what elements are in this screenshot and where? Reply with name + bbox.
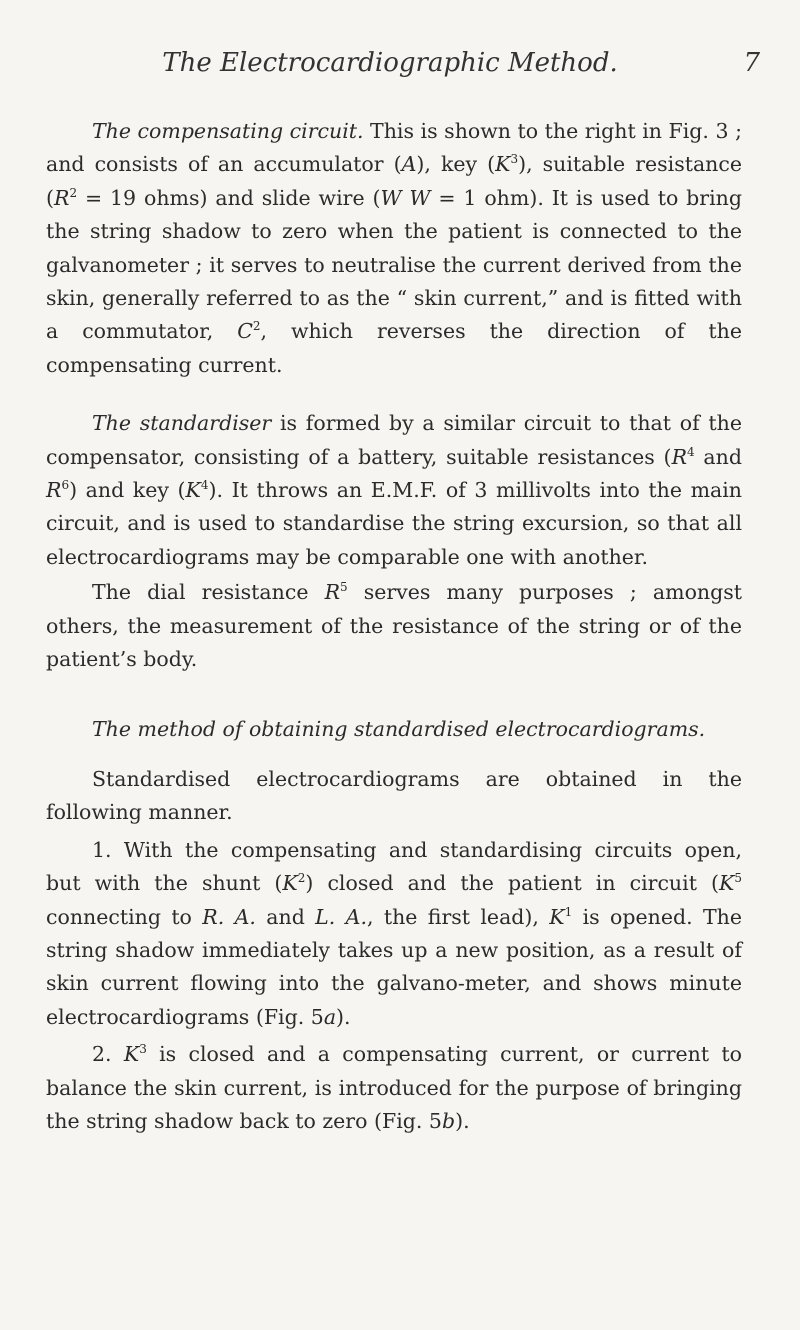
paragraph-step-2: 2. $K^3$ is closed and a compensating current, or current to balance the skin current, is introduced for the purpose of bringing the string shadow back to zero (Fig. 5b). bbox=[46, 1042, 742, 1133]
body-text bbox=[46, 115, 742, 1138]
run-heading: The standardiser bbox=[92, 411, 272, 436]
running-header bbox=[40, 48, 760, 88]
run-heading: The compensating circuit. bbox=[92, 119, 364, 143]
paragraph-step-1: 1. With the compensating and standardising circuits open, but with the shunt $(K^2)$ closed and the patient in circuit ($K^5$ connecting to R. A. and L. A., the first lead), $K^1$ is opened. The string shadow immediately takes up a new position, as a result of skin current flowing into the galvano-meter, and shows minute electrocardiograms (Fig. 5a). bbox=[46, 837, 742, 1029]
section-heading: The method of obtaining standardised electrocardiograms. bbox=[92, 716, 706, 741]
paragraph-intro: Standardised electrocardiograms are obtained in the following manner. bbox=[46, 766, 742, 825]
page-number: 7 bbox=[743, 48, 760, 78]
paragraph-standardiser: The standardiser is formed by a similar circuit to that of the compensator, consisting of a battery, suitable resistances ($R^4$ and $R^6$) and key $(K^4)$. It throws an E.M.F. of 3 millivolts into the main circuit, and is used to standardise the string excursion, so that all electrocardiograms may be comparable one with another. bbox=[46, 411, 743, 569]
running-title: The Electrocardiographic Method. bbox=[162, 48, 618, 78]
paragraph-compensating-circuit: The compensating circuit. This is shown to the right in Fig. 3 ; and consists of an accumulator (A), key $(K^3)$, suitable resistance ($R^2 = 19$ ohms) and slide wire (W W = 1 ohm). It is used to bring the string shadow to zero when the patient is connected to the galvanometer ; it serves to neutralise the current derived from the skin, generally referred to as the “ skin current,” and is fitted with a commutator, $C^2$, which reverses the direction of the compensating current. bbox=[46, 119, 742, 377]
paragraph-dial-resistance: The dial resistance $R^5$ serves many purposes ; amongst others, the measurement of the resistance of the string or of the patient’s body. bbox=[46, 580, 742, 672]
